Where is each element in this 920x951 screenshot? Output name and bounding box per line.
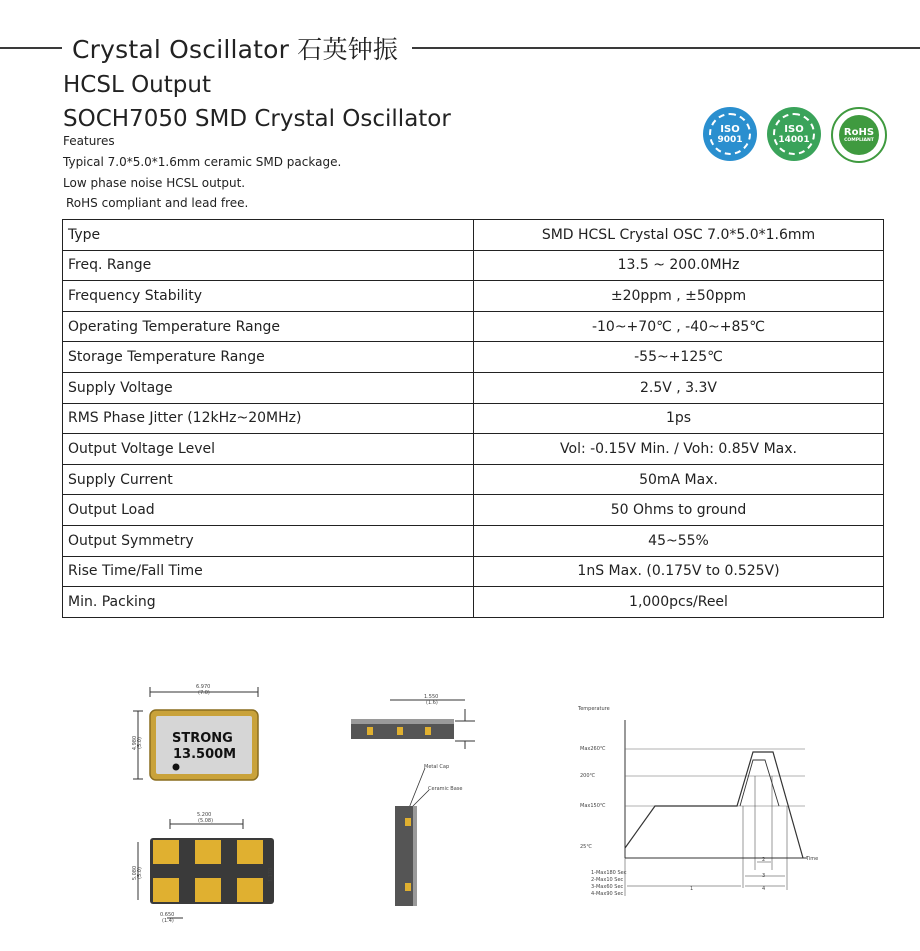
spec-key-cell: Output Symmetry [63, 525, 474, 556]
reflow-tmax-label: Max260℃ [580, 746, 606, 752]
dim-width-label: 6.970 [196, 684, 211, 690]
reflow-t150-label: Max150℃ [580, 803, 606, 809]
badge-line: COMPLIANT [844, 137, 874, 143]
rohs-badge-icon [831, 107, 887, 163]
page-title: Crystal Oscillator 石英钟振 [72, 35, 399, 64]
table-row [63, 556, 884, 587]
reflow-ylabel: Temperature [578, 706, 610, 712]
package-side-view-vertical [385, 760, 465, 910]
spec-value-cell: SMD HCSL Crystal OSC 7.0*5.0*1.6mm [474, 220, 884, 251]
metal-cap-label: Metal Cap [424, 764, 450, 770]
dim-side-label: 5.080 [132, 865, 139, 881]
feature-item: Typical 7.0*5.0*1.6mm ceramic SMD package. [63, 155, 342, 169]
table-row [63, 311, 884, 342]
reflow-t200-label: 200℃ [580, 773, 596, 779]
marking-line1: STRONG [172, 731, 233, 746]
spec-value-cell: 13.5 ~ 200.0MHz [474, 250, 884, 281]
package-side-view [345, 693, 485, 753]
reflow-legend-item: 2-Max10 Sec [591, 877, 624, 883]
ceramic-base-label: Ceramic Base [428, 786, 463, 792]
dim-pad-width-label: 0.650 [160, 912, 175, 918]
table-row [63, 372, 884, 403]
badge-line: ISO [784, 123, 804, 135]
spec-key-cell: Supply Current [63, 464, 474, 495]
header-rule-left [0, 47, 62, 49]
header-rule-right [412, 47, 920, 49]
reflow-seg-label: 1 [690, 886, 694, 892]
spec-key-cell: Output Load [63, 495, 474, 526]
badge-line: 9001 [717, 134, 743, 145]
reflow-seg-label: 4 [762, 886, 766, 892]
table-row [63, 342, 884, 373]
iso14001-badge-icon [767, 107, 821, 161]
rohs-badge-inner [839, 115, 879, 155]
table-row [63, 250, 884, 281]
dim-side-sub-label: (5.0) [136, 867, 143, 879]
reflow-seg-label: 3 [762, 873, 766, 879]
spec-value-cell: 50 Ohms to ground [474, 495, 884, 526]
badge-line: 14001 [778, 134, 810, 145]
dim-height-label: 4.980 [132, 735, 139, 751]
reflow-legend-item: 3-Max60 Sec [591, 884, 624, 890]
spec-value-cell: -55~+125℃ [474, 342, 884, 373]
table-row [63, 495, 884, 526]
spec-key-cell: Type [63, 220, 474, 251]
package-bottom-view [125, 812, 285, 927]
spec-value-cell: ±20ppm , ±50ppm [474, 281, 884, 312]
dim-pad-height-label: 1.170 [268, 867, 275, 883]
reflow-seg-label: 2 [762, 857, 766, 863]
reflow-legend-item: 4-Max90 Sec [591, 891, 624, 897]
feature-item: RoHS compliant and lead free. [66, 196, 249, 210]
spec-key-cell: Rise Time/Fall Time [63, 556, 474, 587]
spec-key-cell: Supply Voltage [63, 372, 474, 403]
output-type-title: HCSL Output [63, 72, 211, 98]
table-row [63, 587, 884, 618]
reflow-xlabel: Time [806, 856, 819, 862]
dim-pad-sub-label: (5.08) [198, 818, 214, 824]
spec-table [62, 219, 884, 618]
badge-line: ISO [720, 123, 740, 135]
table-row [63, 220, 884, 251]
marking-line2: 13.500M [173, 747, 237, 762]
spec-key-cell: Operating Temperature Range [63, 311, 474, 342]
table-row [63, 434, 884, 465]
dim-thickness-sub-label: (1.6) [426, 700, 438, 706]
iso9001-badge-icon [703, 107, 757, 161]
product-title: SOCH7050 SMD Crystal Oscillator [63, 106, 451, 132]
spec-value-cell: 1,000pcs/Reel [474, 587, 884, 618]
dim-pad-width-sub-label: (1.4) [162, 918, 174, 924]
table-row [63, 525, 884, 556]
spec-key-cell: Freq. Range [63, 250, 474, 281]
feature-item: Low phase noise HCSL output. [63, 176, 246, 190]
dim-thickness-label: 1.550 [424, 694, 439, 700]
spec-value-cell: 50mA Max. [474, 464, 884, 495]
table-row [63, 281, 884, 312]
badge-line: RoHS [843, 126, 875, 138]
spec-value-cell: Vol: -0.15V Min. / Voh: 0.85V Max. [474, 434, 884, 465]
dim-pad-label: 5.200 [197, 812, 212, 818]
spec-value-cell: 2.5V , 3.3V [474, 372, 884, 403]
reflow-legend-item: 1-Max180 Sec [591, 870, 627, 876]
spec-value-cell: 45~55% [474, 525, 884, 556]
spec-value-cell: 1ps [474, 403, 884, 434]
spec-key-cell: RMS Phase Jitter (12kHz~20MHz) [63, 403, 474, 434]
spec-key-cell: Frequency Stability [63, 281, 474, 312]
table-row [63, 464, 884, 495]
spec-key-cell: Storage Temperature Range [63, 342, 474, 373]
spec-value-cell: 1nS Max. (0.175V to 0.525V) [474, 556, 884, 587]
table-row [63, 403, 884, 434]
spec-key-cell: Min. Packing [63, 587, 474, 618]
spec-key-cell: Output Voltage Level [63, 434, 474, 465]
reflow-t25-label: 25℃ [580, 844, 592, 850]
spec-value-cell: -10~+70℃ , -40~+85℃ [474, 311, 884, 342]
features-heading: Features [63, 134, 115, 148]
dim-height-sub-label: (5.0) [136, 737, 143, 749]
dim-width-sub-label: (7.0) [198, 690, 210, 696]
